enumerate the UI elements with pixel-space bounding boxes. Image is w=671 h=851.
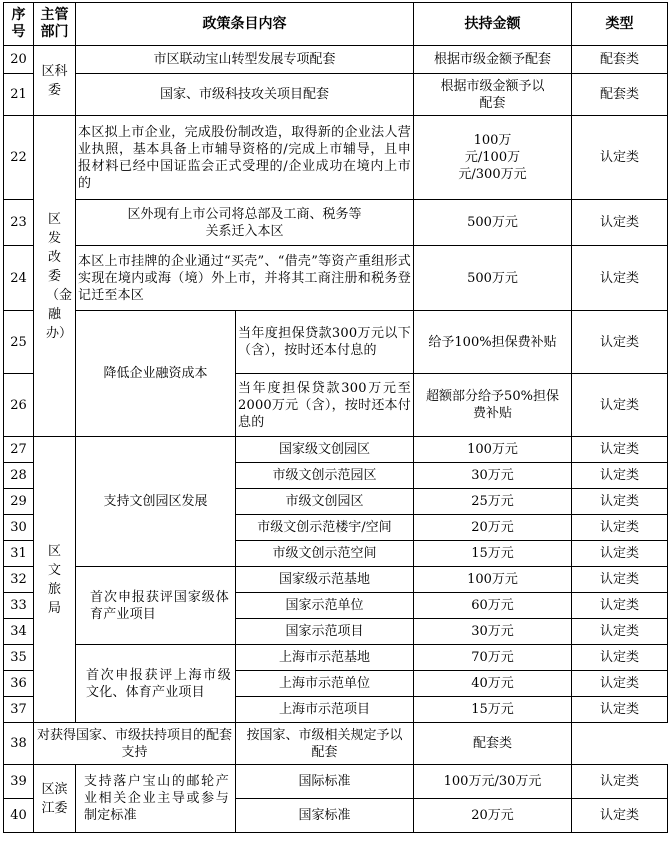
type-cell: 认定类 [572, 463, 668, 489]
seq-cell: 27 [4, 437, 34, 463]
header-content: 政策条目内容 [76, 3, 414, 46]
content-cell: 区外现有上市公司将总部及工商、税务等关系迁入本区 [76, 200, 414, 246]
type-cell: 认定类 [572, 515, 668, 541]
seq-cell: 29 [4, 489, 34, 515]
content-cell: 本区上市挂牌的企业通过“买壳”、“借壳”等资产重组形式实现在境内或海（境）外上市，并将其工商注册和税务登记迁至本区 [76, 246, 414, 311]
sub-content-cell: 上海市示范基地 [236, 645, 414, 671]
seq-cell: 34 [4, 619, 34, 645]
table-row [4, 437, 668, 463]
seq-cell: 32 [4, 567, 34, 593]
sub-content-cell: 当年度担保贷款300万元至2000万元（含），按时还本付息的 [236, 374, 414, 437]
amount-cell: 15万元 [414, 697, 572, 723]
amount-cell: 40万元 [414, 671, 572, 697]
table-row [4, 46, 668, 74]
amount-cell: 给予100%担保费补贴 [414, 311, 572, 374]
content-cell: 支持落户宝山的邮轮产业相关企业主导或参与制定标准 [76, 765, 236, 833]
content-cell: 本区拟上市企业，完成股份制改造，取得新的企业法人营业执照，基本具备上市辅导资格的/完成上市辅导，且申报材料已经中国证监会正式受理的/企业成功在境内上市的 [76, 116, 414, 200]
type-cell: 配套类 [572, 46, 668, 74]
sub-content-cell: 市级文创示范空间 [236, 541, 414, 567]
seq-cell: 33 [4, 593, 34, 619]
type-cell: 认定类 [572, 645, 668, 671]
type-cell: 配套类 [414, 723, 572, 765]
amount-cell: 15万元 [414, 541, 572, 567]
seq-cell: 23 [4, 200, 34, 246]
seq-cell: 21 [4, 74, 34, 116]
type-cell: 认定类 [572, 567, 668, 593]
seq-cell: 28 [4, 463, 34, 489]
table-row [4, 311, 668, 374]
table-row [4, 723, 668, 765]
content-cell: 国家、市级科技攻关项目配套 [76, 74, 414, 116]
table-row [4, 567, 668, 593]
sub-content-cell: 国家级文创园区 [236, 437, 414, 463]
sub-content-cell: 市级文创示范楼宇/空间 [236, 515, 414, 541]
seq-cell: 35 [4, 645, 34, 671]
sub-content-cell: 国家标准 [236, 799, 414, 833]
sub-content-cell: 当年度担保贷款300万元以下（含），按时还本付息的 [236, 311, 414, 374]
type-cell: 认定类 [572, 200, 668, 246]
content-cell: 市区联动宝山转型发展专项配套 [76, 46, 414, 74]
amount-cell: 100万元 [414, 437, 572, 463]
amount-cell: 500万元 [414, 246, 572, 311]
type-cell: 配套类 [572, 74, 668, 116]
table-row [4, 116, 668, 200]
sub-content-cell: 上海市示范单位 [236, 671, 414, 697]
content-cell: 首次申报获评上海市级文化、体育产业项目 [76, 645, 236, 723]
amount-cell: 20万元 [414, 515, 572, 541]
type-cell: 认定类 [572, 437, 668, 463]
type-cell: 认定类 [572, 593, 668, 619]
sub-content-cell: 市级文创园区 [236, 489, 414, 515]
seq-cell: 25 [4, 311, 34, 374]
seq-cell: 30 [4, 515, 34, 541]
amount-cell: 超额部分给予50%担保费补贴 [414, 374, 572, 437]
type-cell: 认定类 [572, 671, 668, 697]
type-cell: 认定类 [572, 374, 668, 437]
header-row [4, 3, 668, 46]
sub-content-cell: 国家示范单位 [236, 593, 414, 619]
table-row [4, 246, 668, 311]
dept-cell-fagai: 区发改委（金融办） [34, 116, 76, 437]
sub-content-cell: 国家级示范基地 [236, 567, 414, 593]
policy-table [3, 2, 668, 833]
seq-cell: 20 [4, 46, 34, 74]
header-amount: 扶持金额 [414, 3, 572, 46]
seq-cell: 31 [4, 541, 34, 567]
amount-cell: 30万元 [414, 619, 572, 645]
sub-content-cell: 上海市示范项目 [236, 697, 414, 723]
sub-content-cell: 国际标准 [236, 765, 414, 799]
amount-cell: 30万元 [414, 463, 572, 489]
seq-cell: 36 [4, 671, 34, 697]
type-cell: 认定类 [572, 619, 668, 645]
type-cell: 认定类 [572, 246, 668, 311]
type-cell: 认定类 [572, 765, 668, 799]
amount-cell: 100万元/30万元 [414, 765, 572, 799]
content-cell: 对获得国家、市级扶持项目的配套支持 [34, 723, 236, 765]
type-cell: 认定类 [572, 489, 668, 515]
amount-cell: 500万元 [414, 200, 572, 246]
type-cell: 认定类 [572, 799, 668, 833]
amount-cell: 70万元 [414, 645, 572, 671]
type-cell: 认定类 [572, 116, 668, 200]
seq-cell: 40 [4, 799, 34, 833]
content-cell: 首次申报获评国家级体育产业项目 [76, 567, 236, 645]
seq-cell: 38 [4, 723, 34, 765]
type-cell: 认定类 [572, 541, 668, 567]
sub-content-cell: 国家示范项目 [236, 619, 414, 645]
amount-cell: 100万元/100万元/300万元 [414, 116, 572, 200]
sub-content-cell: 市级文创示范园区 [236, 463, 414, 489]
table-row [4, 765, 668, 799]
amount-cell: 25万元 [414, 489, 572, 515]
content-cell: 降低企业融资成本 [76, 311, 236, 437]
dept-cell-binjiang: 区滨江委 [34, 765, 76, 833]
header-dept: 主管部门 [34, 3, 76, 46]
amount-cell: 20万元 [414, 799, 572, 833]
table-row [4, 74, 668, 116]
seq-cell: 39 [4, 765, 34, 799]
table-row [4, 645, 668, 671]
seq-cell: 22 [4, 116, 34, 200]
dept-cell-keji: 区科委 [34, 46, 76, 116]
amount-cell: 根据市级金额予配套 [414, 46, 572, 74]
amount-cell: 根据市级金额予以配套 [414, 74, 572, 116]
amount-cell: 60万元 [414, 593, 572, 619]
seq-cell: 37 [4, 697, 34, 723]
header-seq: 序号 [4, 3, 34, 46]
header-type: 类型 [572, 3, 668, 46]
amount-cell: 100万元 [414, 567, 572, 593]
type-cell: 认定类 [572, 697, 668, 723]
seq-cell: 26 [4, 374, 34, 437]
amount-cell: 按国家、市级相关规定予以配套 [236, 723, 414, 765]
type-cell: 认定类 [572, 311, 668, 374]
table-row [4, 200, 668, 246]
content-cell: 支持文创园区发展 [76, 437, 236, 567]
dept-cell-wenlv: 区文旅局 [34, 437, 76, 723]
seq-cell: 24 [4, 246, 34, 311]
